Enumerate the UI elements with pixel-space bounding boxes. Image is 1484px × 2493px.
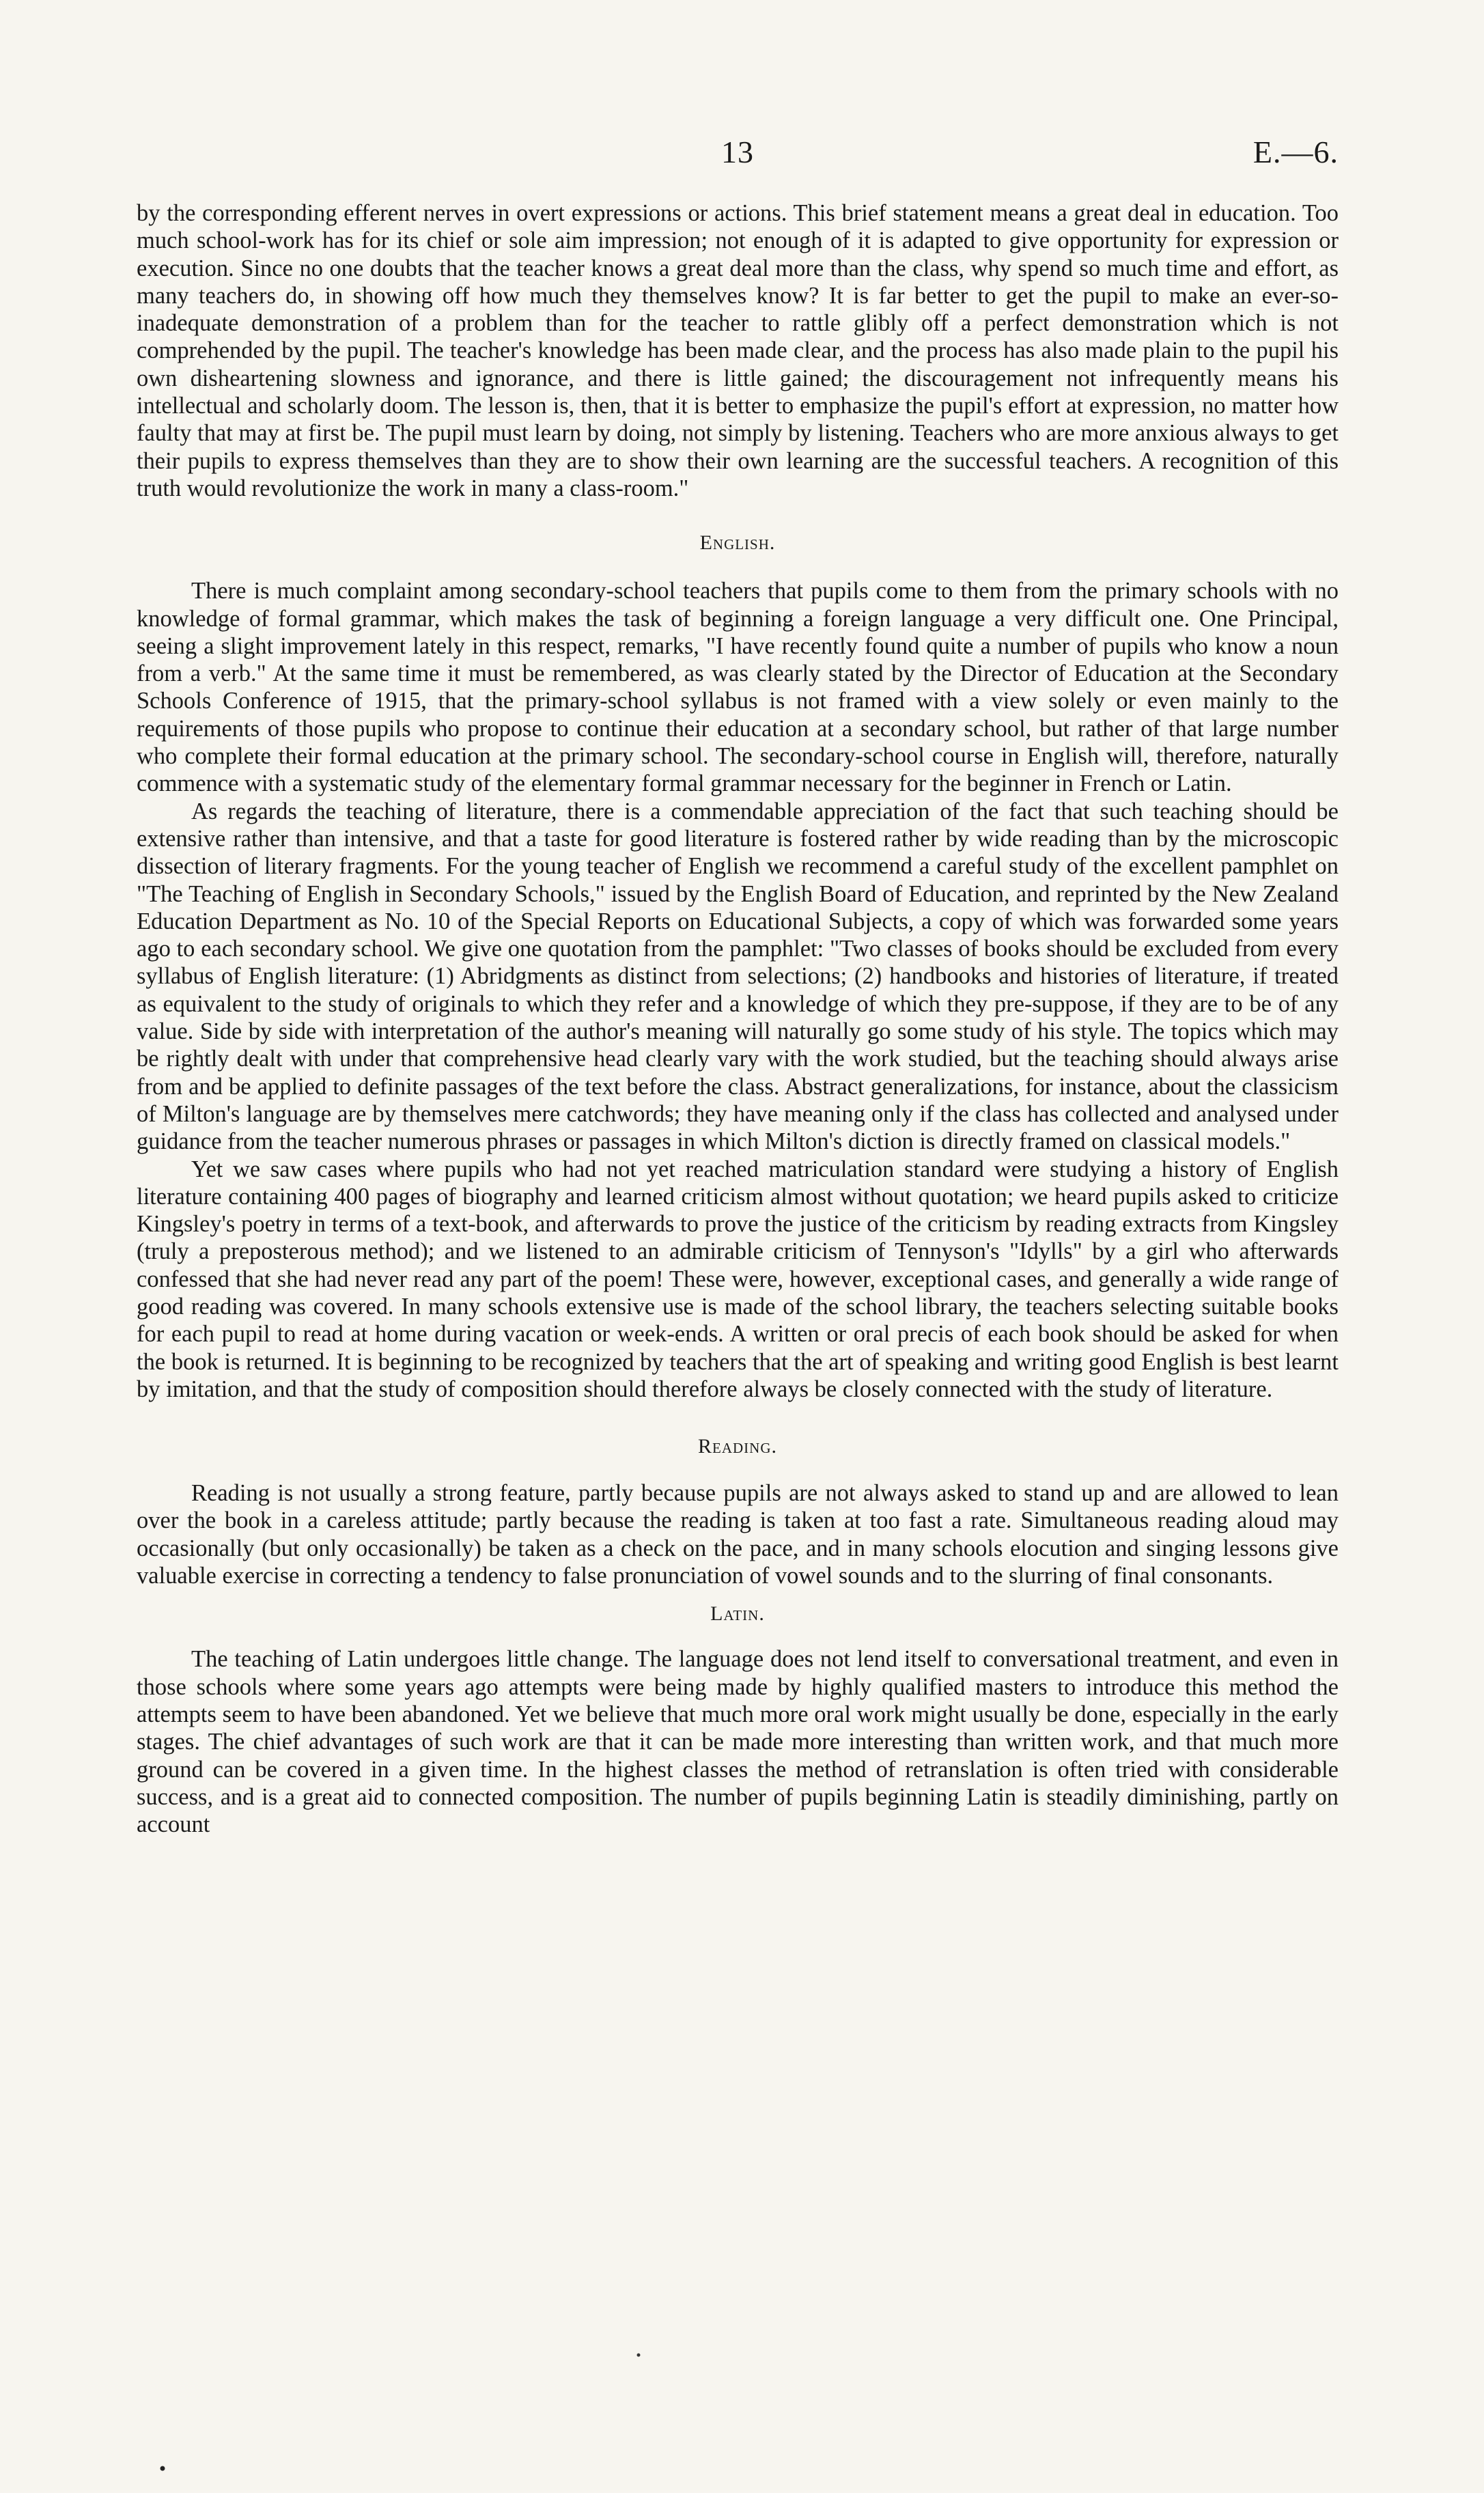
section-heading-reading: Reading.: [698, 1435, 777, 1458]
scan-speck: [160, 2466, 165, 2471]
page-header: [137, 134, 1339, 175]
scan-speck: [637, 2354, 641, 2357]
intro-paragraph: by the corresponding efferent nerves in overt expressions or actions. This brief statement means a great deal in education. Too much school-work has for its chief or sole aim impression; not enough of it is adapted to give opportunity for expression or execution. Since no one doubts that the teacher knows a great deal more than the class, why spend so much time and effort, as many teachers do, in showing off how much they themselves know? It is far better to get the pupil to make an ever-so-inadequate demonstration of a problem than for the teacher to rattle glibly off a perfect demonstration which is not comprehended by the pupil. The teacher's knowledge has been made clear, and the process has also made plain to the pupil his own disheartening slowness and ignorance, and there is little gained; the discouragement not infrequently means his intellectual and scholarly doom. The lesson is, then, that it is better to emphasize the pupil's effort at expression, no matter how faulty that may at first be. The pupil must learn by doing, not simply by listening. Teachers who are more anxious always to get their pupils to express themselves than they are to show their own learning are the successful teachers. A recognition of this truth would revolutionize the work in many a class-room.": [137, 200, 1339, 501]
section-heading-latin: Latin.: [710, 1602, 765, 1626]
english-paragraph-2: As regards the teaching of literature, there is a commendable appreciation of the fact that such teaching should be extensive rather than intensive, and that a taste for good literature is fostered rather by wide reading than by the microscopic dissection of literary fragments. For the young teacher of English we recommend a careful study of the excellent pamphlet on "The Teaching of English in Secondary Schools," issued by the English Board of Education, and reprinted by the New Zealand Education Department as No. 10 of the Special Reports on Educational Subjects, a copy of which was forwarded some years ago to each secondary school. We give one quotation from the pamphlet: "Two classes of books should be excluded from every syllabus of English literature: (1) Abridgments as distinct from selections; (2) handbooks and histories of literature, if treated as equivalent to the study of originals to which they refer and a knowledge of which they pre-suppose, if they are to be of any value. Side by side with interpretation of the author's meaning will naturally go some study of his style. The topics which may be rightly dealt with under that comprehensive head clearly vary with the work studied, but the teaching should always arise from and be applied to definite passages of the text before the class. Abstract generalizations, for instance, about the classicism of Milton's language are by themselves mere catchwords; they have meaning only if the class has collected and analysed under guidance from the teacher numerous phrases or passages in which Milton's diction is directly framed on classical models.": [137, 798, 1339, 1155]
english-paragraph-1: There is much complaint among secondary-school teachers that pupils come to them from the primary schools with no knowledge of formal grammar, which makes the task of beginning a foreign language a very difficult one. One Principal, seeing a slight improvement lately in this respect, remarks, "I have recently found quite a number of pupils who know a noun from a verb." At the same time it must be remembered, as was clearly stated by the Director of Education at the Secondary Schools Conference of 1915, that the primary-school syllabus is not framed with a view solely or even mainly to the requirements of those pupils who propose to continue their education at a secondary school, but rather of that large number who complete their formal education at the primary school. The secondary-school course in English will, therefore, naturally commence with a systematic study of the elementary formal grammar necessary for the beginner in French or Latin.: [137, 578, 1339, 797]
page-number: 13: [721, 135, 754, 169]
latin-paragraph-1: The teaching of Latin undergoes little change. The language does not lend itself to conversational treatment, and even in those schools where some years ago attempts were being made by highly qualified masters to introduce this method the attempts seem to have been abandoned. Yet we believe that much more oral work might usually be done, especially in the early stages. The chief advantages of such work are that it can be made more interesting than written work, and that much more ground can be covered in a given time. In the highest classes the method of retranslation is often tried with considerable success, and is a great aid to connected composition. The number of pupils beginning Latin is steadily diminishing, partly on account: [137, 1646, 1339, 1838]
document-reference: E.—6.: [1252, 135, 1339, 169]
page-body: [137, 199, 1339, 1838]
english-paragraph-3: Yet we saw cases where pupils who had not yet reached matriculation standard were studying a history of English literature containing 400 pages of biography and learned criticism almost without quotation; we heard pupils asked to criticize Kingsley's poetry in terms of a text-book, and afterwards to prove the justice of the criticism by reading extracts from Kingsley (truly a preposterous method); and we listened to an admirable criticism of Tennyson's "Idylls" by a girl who afterwards confessed that she had never read any part of the poem! These were, however, exceptional cases, and generally a wide range of good reading was covered. In many schools extensive use is made of the school library, the teachers selecting suitable books for each pupil to read at home during vacation or week-ends. A written or oral precis of each book should be asked for when the book is returned. It is beginning to be recognized by teachers that the art of speaking and writing good English is best learnt by imitation, and that the study of composition should therefore always be closely connected with the study of literature.: [137, 1156, 1339, 1402]
reading-paragraph-1: Reading is not usually a strong feature, partly because pupils are not always asked to stand up and are allowed to lean over the book in a careless attitude; partly because the reading is taken at too fast a rate. Simultaneous reading aloud may occasionally (but only occasionally) be taken as a check on the pace, and in many schools elocution and singing lessons give valuable exercise in correcting a tendency to false pronunciation of vowel sounds and to the slurring of final consonants.: [137, 1480, 1339, 1589]
section-heading-english: English.: [699, 531, 776, 555]
